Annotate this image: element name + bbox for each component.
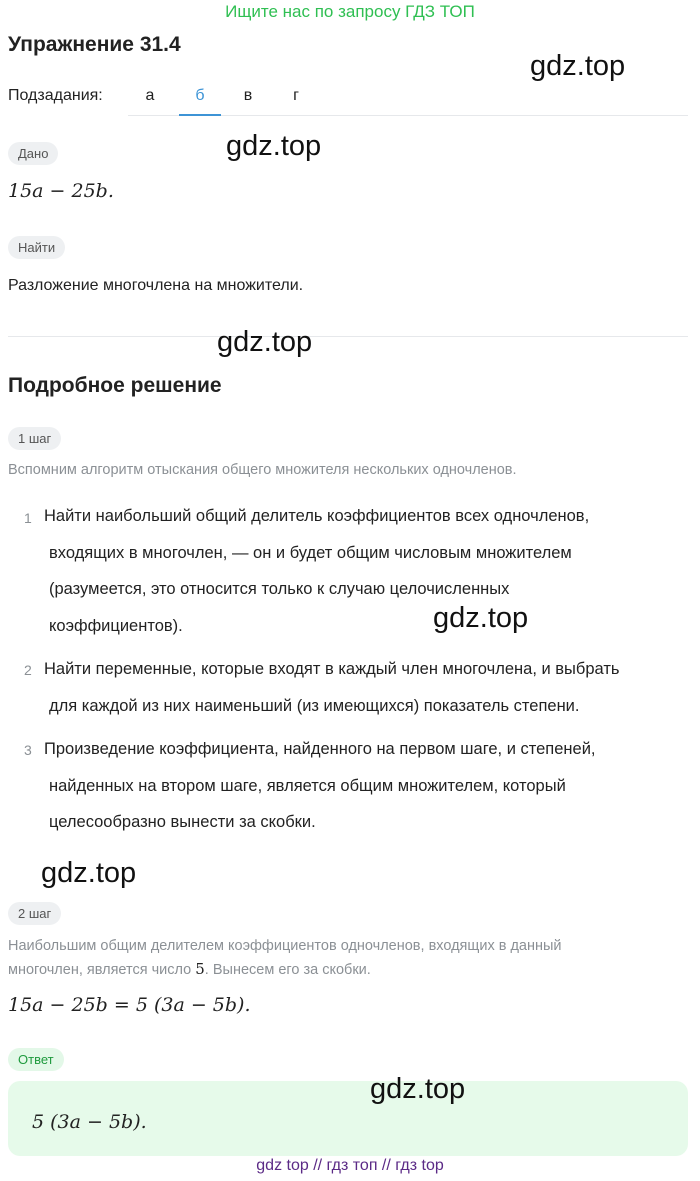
list-item-line: для каждой из них наименьший (из имеющихся) показатель степени.	[49, 696, 580, 715]
watermark: gdz.top	[226, 130, 322, 162]
list-item-line: Найти переменные, которые входят в каждый член многочлена, и выбрать	[44, 660, 620, 678]
promo-banner[interactable]: Ищите нас по запросу ГДЗ ТОП	[225, 2, 475, 21]
step2-text-part: . Вынесем его за скобки.	[204, 962, 371, 978]
watermark: gdz.top	[41, 857, 137, 889]
tab-a[interactable]: а	[145, 87, 155, 104]
section-divider	[8, 336, 688, 337]
given-expression: 15a − 25b.	[8, 180, 114, 202]
list-item-line: коэффициентов).	[49, 616, 183, 635]
page-title: Упражнение 31.4	[8, 33, 181, 56]
step2-number: 5	[195, 960, 205, 978]
watermark: gdz.top	[370, 1073, 466, 1105]
tab-b[interactable]: б	[179, 87, 221, 105]
list-item-line: целесообразно вынести за скобки.	[49, 813, 316, 831]
list-item-line: Найти наибольший общий делитель коэффициентов всех одночленов,	[44, 507, 590, 525]
step2-text-line1: Наибольшим общим делителем коэффициентов одночленов, входящих в данный	[8, 938, 562, 954]
list-item-number: 2	[24, 662, 32, 678]
solution-heading: Подробное решение	[8, 374, 222, 397]
list-item	[44, 651, 689, 724]
step1-chip: 1 шаг	[8, 427, 61, 450]
step2-chip: 2 шаг	[8, 902, 61, 925]
subtasks-label: Подзадания:	[8, 87, 103, 104]
tab-g[interactable]: г	[293, 87, 299, 104]
list-item-number: 3	[24, 742, 32, 758]
step2-equation: 15a − 25b = 5 (3a − 5b).	[8, 994, 251, 1016]
step2-text-part: многочлен, является число	[8, 962, 196, 978]
list-item-line: входящих в многочлен, — он и будет общим числовым множителем	[49, 543, 572, 562]
list-item-line: Произведение коэффициента, найденного на первом шаге, и степеней,	[44, 740, 596, 758]
step1-intro: Вспомним алгоритм отыскания общего множителя нескольких одночленов.	[8, 462, 517, 478]
find-chip: Найти	[8, 236, 65, 259]
answer-chip: Ответ	[8, 1048, 64, 1071]
watermark: gdz.top	[530, 50, 626, 82]
tab-v[interactable]: в	[243, 87, 253, 104]
list-item-line: (разумеется, это относится только к случаю целочисленных	[49, 580, 510, 598]
find-text: Разложение многочлена на множители.	[8, 277, 304, 294]
answer-value: 5 (3a − 5b).	[32, 1111, 147, 1133]
watermark: gdz.top	[217, 326, 313, 358]
given-chip: Дано	[8, 142, 58, 165]
list-item-number: 1	[24, 510, 32, 526]
list-item-line: найденных на втором шаге, является общим множителем, который	[49, 776, 566, 795]
watermark: gdz.top	[433, 602, 529, 634]
footer-links[interactable]: gdz top // гдз топ // гдз top	[256, 1157, 444, 1174]
list-item	[44, 498, 689, 644]
list-item	[44, 731, 689, 841]
step2-text-line2	[8, 958, 371, 982]
